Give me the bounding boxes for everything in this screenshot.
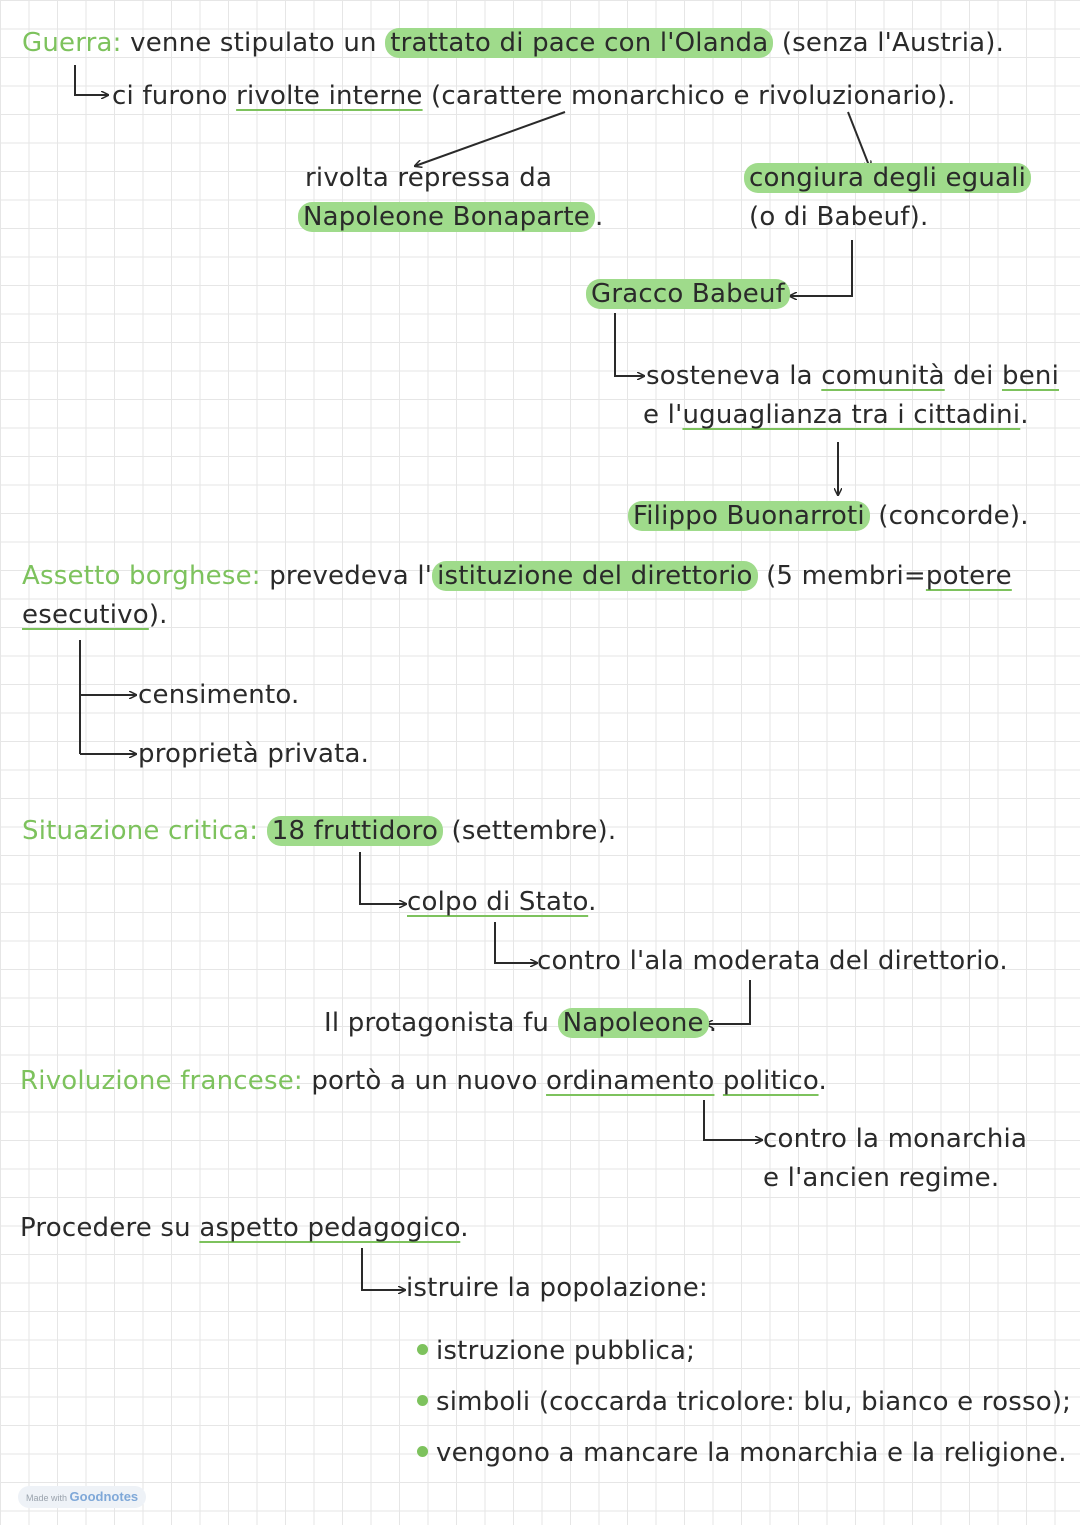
sosteneva-pre: sosteneva la [646, 361, 822, 391]
bullet-text: simboli (coccarda tricolore: blu, bianco e rosso); [436, 1387, 1072, 1417]
arrow-to-congiura [848, 112, 870, 168]
arrow-to-colpo [360, 852, 406, 904]
filippo-highlight: Filippo Buonarroti [628, 501, 870, 531]
beni-underlined: beni [1001, 361, 1059, 391]
bullet-dot-icon [417, 1395, 428, 1406]
procedere-line [20, 1211, 469, 1245]
arrow-to-contro-monarchia [704, 1100, 762, 1140]
guerra-heading: Guerra: [22, 28, 122, 58]
babeuf-paren-line: (o di Babeuf). [749, 202, 929, 232]
guerra-text-1: venne stipulato un [121, 28, 386, 58]
ordinamento-underlined: ordinamento [546, 1066, 715, 1096]
congiura-highlight: congiura degli eguali [744, 163, 1031, 193]
arrow-to-contro-ala [495, 922, 537, 963]
rivolte-line [112, 79, 956, 113]
napoleone-bonaparte-dot: . [594, 202, 604, 232]
bullet-dot-icon [417, 1446, 428, 1457]
napoleone-bonaparte-line [298, 200, 603, 234]
rivolte-post: (carattere monarchico e rivoluzionario). [422, 81, 956, 111]
rivoluzione-heading: Rivoluzione francese: [20, 1066, 303, 1096]
politico-underlined: politico [722, 1066, 819, 1096]
potere-underlined: potere [925, 561, 1012, 591]
situazione-heading: Situazione critica: [22, 816, 259, 846]
protagonista-post: . [708, 1008, 718, 1038]
uguaglianza-post: . [1020, 400, 1029, 430]
pedagogico-underlined: aspetto pedagogico [199, 1213, 461, 1243]
procedere-pre: Procedere su [20, 1213, 200, 1243]
bullet-text: vengono a mancare la monarchia e la religione. [436, 1438, 1067, 1468]
guerra-line [22, 26, 1004, 60]
bullet-item [417, 1436, 1067, 1470]
assetto-text-2: (5 membri= [757, 561, 926, 591]
esecutivo-line [22, 598, 168, 632]
esecutivo-underlined: esecutivo [22, 600, 149, 630]
comunita-underlined: comunità [821, 361, 945, 391]
rivoluzione-line [20, 1064, 827, 1098]
gracco-highlight: Gracco Babeuf [586, 279, 790, 309]
uguaglianza-line [643, 398, 1029, 432]
filippo-post: (concorde). [869, 501, 1029, 531]
assetto-heading: Assetto borghese: [22, 561, 261, 591]
ancien-regime-line: e l'ancien regime. [763, 1163, 1000, 1193]
rivoluzione-text-1: portò a un nuovo [302, 1066, 547, 1096]
colpo-line [407, 885, 597, 919]
bullet-text: istruzione pubblica; [436, 1336, 696, 1366]
protagonista-line [324, 1006, 717, 1040]
congiura-line [744, 161, 1031, 195]
uguaglianza-underlined: uguaglianza tra i cittadini [682, 400, 1021, 430]
contro-ala-line: contro l'ala moderata del direttorio. [537, 946, 1008, 976]
assetto-text-1: prevedeva l' [260, 561, 433, 591]
gracco-line [586, 277, 790, 311]
guerra-highlight: trattato di pace con l'Olanda [385, 28, 773, 58]
censimento-item: censimento. [138, 680, 300, 710]
colpo-underlined: colpo di Stato [407, 887, 589, 917]
napoleone-highlight: Napoleone [558, 1008, 709, 1038]
colpo-post: . [588, 887, 597, 917]
arrow-to-sosteneva [615, 313, 644, 376]
situazione-text-1: (settembre). [443, 816, 617, 846]
istruire-line: istruire la popolazione: [406, 1273, 708, 1303]
bullet-item [417, 1385, 1071, 1419]
guerra-text-2: (senza l'Austria). [773, 28, 1005, 58]
rivolta-repressa-line: rivolta repressa da [305, 163, 553, 193]
protagonista-pre: Il protagonista fu [324, 1008, 558, 1038]
esecutivo-post: ). [148, 600, 168, 630]
proprieta-item: proprietà privata. [138, 739, 370, 769]
arrow-to-censimento [80, 640, 136, 754]
rivolte-pre: ci furono [112, 81, 237, 111]
napoleone-bonaparte-highlight: Napoleone Bonaparte [298, 202, 595, 232]
procedere-post: . [460, 1213, 469, 1243]
situazione-line [22, 814, 616, 848]
arrow-to-gracco [790, 240, 852, 296]
sosteneva-line [646, 359, 1059, 393]
rivolte-underlined: rivolte interne [236, 81, 423, 111]
bullet-dot-icon [417, 1344, 428, 1355]
goodnotes-badge [18, 1486, 146, 1508]
made-with-label: Made with [26, 1493, 68, 1503]
assetto-highlight: istituzione del direttorio [432, 561, 758, 591]
arrow-guerra-rivolte [75, 65, 108, 95]
fruttidoro-highlight: 18 fruttidoro [267, 816, 443, 846]
contro-monarchia-line: contro la monarchia [763, 1124, 1028, 1154]
assetto-line [22, 559, 1012, 593]
rivoluzione-text-2: . [818, 1066, 827, 1096]
filippo-line [628, 499, 1029, 533]
goodnotes-brand: Goodnotes [69, 1489, 139, 1504]
arrow-to-rivolta-repressa [415, 112, 565, 166]
uguaglianza-pre: e l' [643, 400, 683, 430]
sosteneva-mid: dei [944, 361, 1002, 391]
arrow-to-istruire [362, 1248, 405, 1290]
bullet-item [417, 1334, 695, 1368]
